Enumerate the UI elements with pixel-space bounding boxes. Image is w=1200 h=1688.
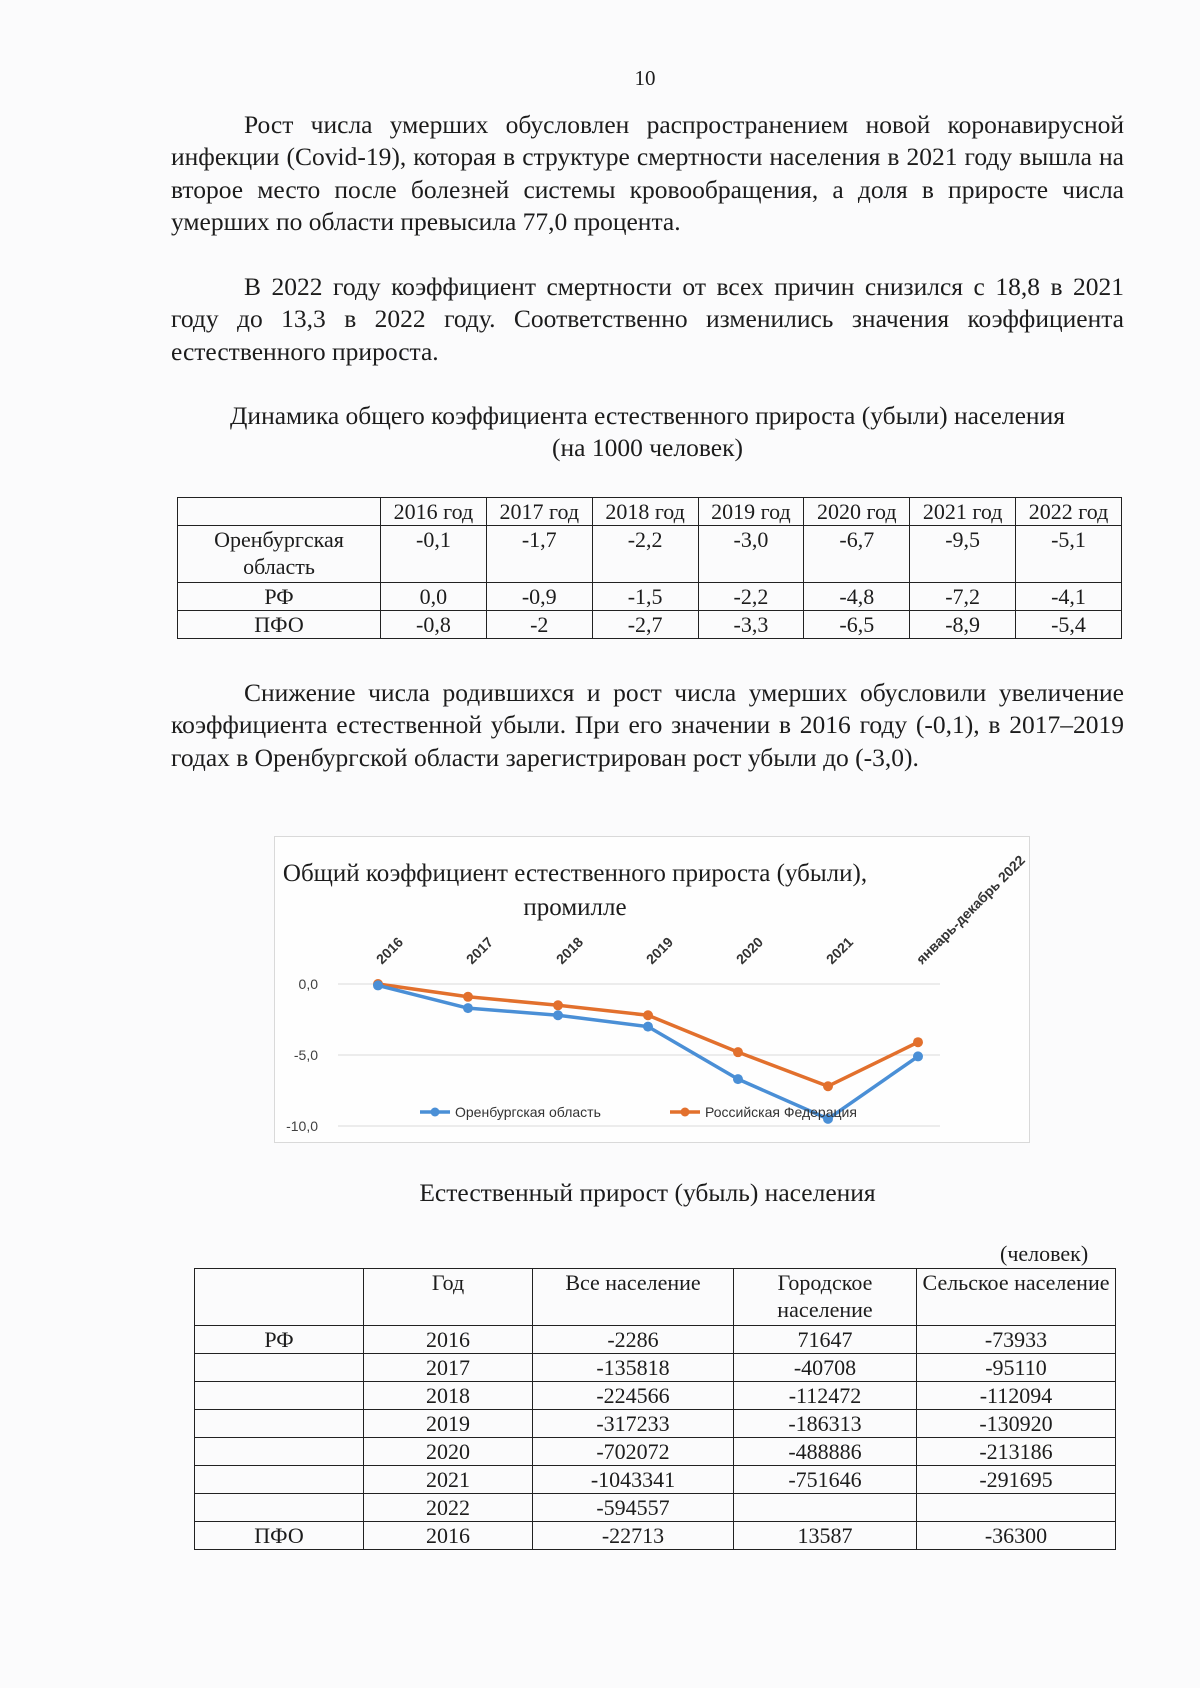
table-row [178,526,1122,583]
legend-label: Оренбургская область [455,1104,601,1120]
region-cell: РФ [195,1326,364,1354]
region-cell [195,1382,364,1410]
region-cell [195,1438,364,1466]
table1-title-line1: Динамика общего коэффициента естественного прироста (убыли) населения [230,401,1065,430]
table-header-cell: 2022 год [1016,498,1122,526]
table-header-cell: 2021 год [910,498,1016,526]
table-header-cell: 2018 год [592,498,698,526]
table-cell: -186313 [734,1410,917,1438]
table-row [195,1410,1116,1438]
year-cell: 2017 [364,1354,533,1382]
legend-label: Российская Федерация [705,1104,857,1120]
table-natural-increase-absolute [194,1268,1116,1550]
table-natural-increase-rate [177,497,1122,639]
series-line [378,985,918,1118]
x-tick-label: 2016 [372,933,407,968]
table-cell: -2 [486,611,592,639]
table-row [195,1326,1116,1354]
year-cell: 2018 [364,1382,533,1410]
region-cell [195,1494,364,1522]
x-tick-label: 2020 [732,933,767,968]
y-tick-label: -10,0 [286,1118,318,1134]
table-cell: -702072 [533,1438,734,1466]
data-point [913,1037,923,1047]
table-header-cell: 2019 год [698,498,804,526]
region-cell: ПФО [195,1522,364,1550]
table-cell: -95110 [917,1354,1116,1382]
data-point [823,1081,833,1091]
paragraph-covid: Рост числа умерших обусловлен распространением новой коронавирусной инфекции (Covid-19), которая в структуре смертности населения в 2021 году вышла на второе место после болезней системы кровообращения, а доля в приросте числа умерших по области превысила 77,0 процента. [171,110,1124,236]
chart-svg [275,837,1029,1142]
data-point [913,1051,923,1061]
table-cell: -213186 [917,1438,1116,1466]
year-cell: 2019 [364,1410,533,1438]
paragraph-decline: Снижение числа родившихся и рост числа умерших обусловили увеличение коэффициента естественной убыли. При его значении в 2016 году (-0,1), в 2017–2019 годах в Оренбургской области зарегистрирован рост убыли до (-3,0). [171,678,1124,772]
table-cell [917,1494,1116,1522]
table-row [195,1382,1116,1410]
table-header-cell: Год [364,1269,533,1326]
table-cell: -3,3 [698,611,804,639]
table-row [195,1438,1116,1466]
table-cell: -112472 [734,1382,917,1410]
table-row [195,1494,1116,1522]
data-point [643,1022,653,1032]
row-label: ПФО [178,611,381,639]
table-cell: -2,7 [592,611,698,639]
table-cell: -7,2 [910,583,1016,611]
table2-units: (человек) [1000,1241,1089,1266]
table-cell: -40708 [734,1354,917,1382]
table-cell: -36300 [917,1522,1116,1550]
table-row [195,1522,1116,1550]
page-number: 10 [634,66,656,90]
x-tick-label: 2019 [642,933,677,968]
data-point [733,1074,743,1084]
table-cell: -135818 [533,1354,734,1382]
row-label: РФ [178,583,381,611]
x-tick-label: январь-декабрь 2022 [912,851,1029,968]
data-point [553,1010,563,1020]
year-cell: 2016 [364,1326,533,1354]
year-cell: 2016 [364,1522,533,1550]
table-cell: -4,8 [804,583,910,611]
table-cell: -73933 [917,1326,1116,1354]
table-cell: 13587 [734,1522,917,1550]
table-header-cell [195,1269,364,1326]
x-tick-label: 2017 [462,933,497,968]
table-cell: -130920 [917,1410,1116,1438]
table-row [178,583,1122,611]
table-cell: -224566 [533,1382,734,1410]
table-cell: -112094 [917,1382,1116,1410]
legend-marker [431,1108,440,1117]
table-cell: -6,5 [804,611,910,639]
legend-marker [681,1108,690,1117]
table-header-cell: Городское население [734,1269,917,1326]
table-header-cell: Все население [533,1269,734,1326]
table-cell: -2,2 [698,583,804,611]
row-label: Оренбургская область [178,526,381,583]
table-cell: -8,9 [910,611,1016,639]
data-point [643,1010,653,1020]
y-tick-label: -5,0 [293,1047,318,1063]
y-tick-label: 0,0 [298,976,318,992]
table-header-row [178,498,1122,526]
data-point [463,1003,473,1013]
table-cell: -488886 [734,1438,917,1466]
table1-title [171,400,1124,464]
table-cell: -0,1 [381,526,487,583]
table-cell: -5,4 [1016,611,1122,639]
table-cell: -9,5 [910,526,1016,583]
table-header-cell: 2017 год [486,498,592,526]
table-header-cell: 2016 год [381,498,487,526]
year-cell: 2021 [364,1466,533,1494]
table-cell: -0,9 [486,583,592,611]
paragraph-mortality: В 2022 году коэффициент смертности от всех причин снизился с 18,8 в 2021 году до 13,3 в 2022 году. Соответственно изменились значения коэффициента естественного прироста. [171,272,1124,366]
table-cell: -1043341 [533,1466,734,1494]
x-tick-label: 2021 [822,933,857,968]
table-cell: -291695 [917,1466,1116,1494]
table-row [195,1466,1116,1494]
table-cell: -2,2 [592,526,698,583]
table-header-row [195,1269,1116,1326]
table-cell: 0,0 [381,583,487,611]
region-cell [195,1410,364,1438]
table-cell: -22713 [533,1522,734,1550]
data-point [373,980,383,990]
table-cell: -6,7 [804,526,910,583]
table-cell: 71647 [734,1326,917,1354]
table1-title-line2: (на 1000 человек) [552,433,743,462]
x-tick-label: 2018 [552,933,587,968]
table-header-cell [178,498,381,526]
table-cell: -4,1 [1016,583,1122,611]
table2-title: Естественный прирост (убыль) населения [419,1178,876,1207]
table-cell: -1,5 [592,583,698,611]
table-cell [734,1494,917,1522]
table-cell: -0,8 [381,611,487,639]
table-cell: -317233 [533,1410,734,1438]
series-line [378,984,918,1086]
year-cell: 2022 [364,1494,533,1522]
line-chart [274,836,1030,1143]
table-cell: -1,7 [486,526,592,583]
table-header-cell: 2020 год [804,498,910,526]
data-point [733,1047,743,1057]
table-cell: -3,0 [698,526,804,583]
table-row [195,1354,1116,1382]
table-cell: -594557 [533,1494,734,1522]
chart-title: Общий коэффициент естественного прироста (убыли), промилле [282,860,868,921]
table-row [178,611,1122,639]
data-point [553,1000,563,1010]
year-cell: 2020 [364,1438,533,1466]
table-cell: -751646 [734,1466,917,1494]
table-header-cell: Сельское население [917,1269,1116,1326]
region-cell [195,1466,364,1494]
region-cell [195,1354,364,1382]
data-point [463,992,473,1002]
table-cell: -5,1 [1016,526,1122,583]
table-cell: -2286 [533,1326,734,1354]
